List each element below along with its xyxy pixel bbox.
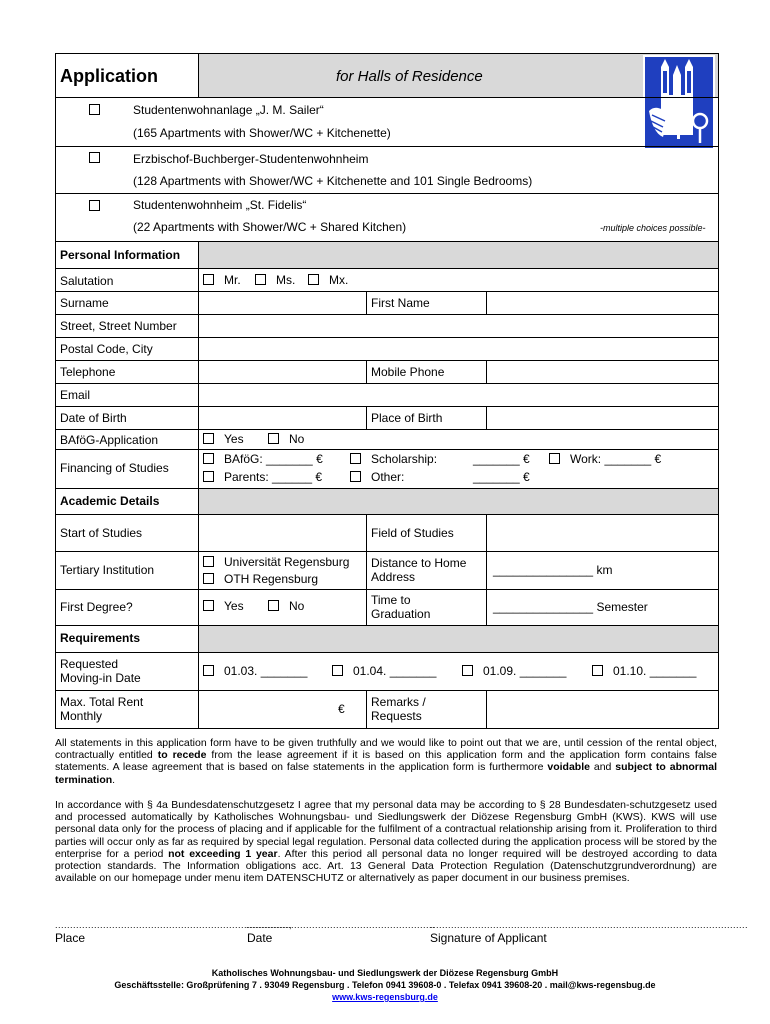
- salutation-mr-checkbox[interactable]: [203, 274, 214, 285]
- remarks-label-line2: Requests: [371, 709, 422, 723]
- postal-city-field[interactable]: [199, 338, 717, 360]
- requirements-heading: Requirements: [60, 631, 141, 645]
- institution-oth-checkbox[interactable]: [203, 573, 214, 584]
- residence-fidelis-checkbox[interactable]: [89, 200, 100, 211]
- financing-other-blank: _______ €: [473, 470, 530, 484]
- first-degree-no-checkbox[interactable]: [268, 600, 279, 611]
- financing-work-checkbox[interactable]: [549, 453, 560, 464]
- tertiary-institution-label: Tertiary Institution: [60, 563, 155, 577]
- salutation-label: Salutation: [60, 274, 114, 288]
- postal-city-label: Postal Code, City: [60, 342, 153, 356]
- form-subtitle: for Halls of Residence: [336, 68, 483, 85]
- first-name-field[interactable]: [487, 292, 717, 314]
- street-label: Street, Street Number: [60, 319, 177, 333]
- place-signature-line[interactable]: ..............................................................................,: [55, 920, 293, 930]
- mobile-phone-field[interactable]: [487, 361, 717, 383]
- financing-label: Financing of Studies: [60, 461, 169, 475]
- financing-other-checkbox[interactable]: [350, 471, 361, 482]
- place-of-birth-field[interactable]: [487, 407, 717, 429]
- moving-in-0109-checkbox[interactable]: [462, 665, 473, 676]
- financing-scholarship-checkbox[interactable]: [350, 453, 361, 464]
- bafog-no-checkbox[interactable]: [268, 433, 279, 444]
- residence-buchberger-name: Erzbischof-Buchberger-Studentenwohnheim: [133, 152, 369, 166]
- salutation-mx-label: Mx.: [329, 273, 349, 287]
- personal-heading-shade: [198, 241, 718, 268]
- max-rent-euro-sign: €: [338, 702, 345, 716]
- residence-fidelis-details: (22 Apartments with Shower/WC + Shared Kitchen): [133, 220, 407, 234]
- first-name-label: First Name: [371, 296, 430, 310]
- start-of-studies-label: Start of Studies: [60, 526, 143, 540]
- moving-in-0109-label: 01.09. _______: [483, 664, 567, 678]
- remarks-label-line1: Remarks /: [371, 695, 426, 709]
- signature-label: Signature of Applicant: [430, 931, 547, 945]
- bafog-yes-checkbox[interactable]: [203, 433, 214, 444]
- requirements-heading-shade: [198, 625, 718, 652]
- moving-in-0104-label: 01.04. _______: [353, 664, 437, 678]
- first-degree-label: First Degree?: [60, 600, 133, 614]
- salutation-ms-checkbox[interactable]: [255, 274, 266, 285]
- truthfulness-statement: All statements in this application form have to be given truthfully and we would like to point out that we are, until cession of the rental object, contractually entitled to recede from the lease agreement if it is based on this application form and the application form contains false statements. A lease agreement that is based on false statements in the application form is furthermore voidable and subject to abnormal termination.: [55, 737, 718, 786]
- first-degree-yes-checkbox[interactable]: [203, 600, 214, 611]
- bafog-application-label: BAföG-Application: [60, 433, 159, 447]
- email-label: Email: [60, 388, 91, 402]
- salutation-mr-label: Mr.: [224, 273, 241, 287]
- time-to-graduation-line1: Time to: [371, 593, 411, 607]
- financing-work-label: Work: _______ €: [570, 452, 662, 466]
- multiple-choices-note: -multiple choices possible-: [600, 223, 706, 233]
- website-link[interactable]: www.kws-regensburg.de: [332, 992, 438, 1002]
- institution-uni-label: Universität Regensburg: [224, 555, 350, 569]
- telephone-label: Telephone: [60, 365, 116, 379]
- max-rent-label-line2: Monthly: [60, 709, 103, 723]
- surname-label: Surname: [60, 296, 109, 310]
- first-degree-yes-label: Yes: [224, 599, 244, 613]
- form-title: Application: [60, 66, 158, 86]
- distance-label-line1: Distance to Home: [371, 556, 467, 570]
- financing-scholarship-blank: _______ €: [473, 452, 530, 466]
- time-to-graduation-line2: Graduation: [371, 607, 431, 621]
- financing-other-label: Other:: [371, 470, 405, 484]
- financing-parents-checkbox[interactable]: [203, 471, 214, 482]
- moving-in-0103-checkbox[interactable]: [203, 665, 214, 676]
- distance-label-line2: Address: [371, 570, 416, 584]
- residence-buchberger-checkbox[interactable]: [89, 152, 100, 163]
- surname-field[interactable]: [199, 292, 365, 314]
- academic-details-heading: Academic Details: [60, 494, 160, 508]
- moving-in-0103-label: 01.03. _______: [224, 664, 308, 678]
- financing-scholarship-label: Scholarship:: [371, 452, 438, 466]
- footer-website-link[interactable]: [0, 992, 770, 1003]
- footer-address: Geschäftsstelle: Großprüfening 7 . 93049 Regensburg . Telefon 0941 39608-0 . Telefax 0941 39608-20 . mail@kws-regensbug.de: [114, 980, 656, 990]
- date-of-birth-label: Date of Birth: [60, 411, 127, 425]
- moving-in-label-line1: Requested: [60, 657, 119, 671]
- bafog-no-label: No: [289, 432, 305, 446]
- remarks-field[interactable]: [487, 691, 717, 728]
- max-rent-label-line1: Max. Total Rent: [60, 695, 144, 709]
- residence-sailer-name: Studentenwohnanlage „J. M. Sailer“: [133, 103, 324, 117]
- salutation-mx-checkbox[interactable]: [308, 274, 319, 285]
- institution-oth-label: OTH Regensburg: [224, 572, 319, 586]
- data-protection-statement: In accordance with § 4a Bundesdatenschutzgesetz I agree that my personal data may be according to § 28 Bundesdaten-schutzgesetz used and processed automatically by Katholisches Wohnungsbau- und Siedlungswerk der Diözese Regensburg GmbH (KWS). KWS will use personal data only for the process of placing and if applicable for the fulfilment of a contractual relationship arising from it. Proliferation to third parties will occur only as far as required by special legal regulation. Personal data collected during the application process will be stored by the enterprise for a period not exceeding 1 year. After this period all personal data no longer required will be destroyed according to data protection standards. The Information obligations acc. Art. 13 General Data Protection Regulation (Datenschutzgrundverordnung) are available on our homepage under menu item DATENSCHUTZ or alternatively as paper document in our business premises.: [55, 799, 717, 885]
- salutation-ms-label: Ms.: [276, 273, 296, 287]
- residence-fidelis-name: Studentenwohnheim „St. Fidelis“: [133, 198, 307, 212]
- financing-bafog-label: BAföG: _______ €: [224, 452, 323, 466]
- diocese-logo-icon: [643, 55, 715, 150]
- residence-sailer-checkbox[interactable]: [89, 104, 100, 115]
- financing-bafog-checkbox[interactable]: [203, 453, 214, 464]
- date-signature-line[interactable]: ...............................................................: [246, 920, 436, 930]
- email-field[interactable]: [199, 384, 717, 406]
- distance-km-field[interactable]: _______________ km: [493, 563, 613, 577]
- place-label: Place: [55, 931, 86, 945]
- moving-in-0110-checkbox[interactable]: [592, 665, 603, 676]
- moving-in-label-line2: Moving-in Date: [60, 671, 141, 685]
- bafog-yes-label: Yes: [224, 432, 244, 446]
- place-of-birth-label: Place of Birth: [371, 411, 443, 425]
- street-field[interactable]: [199, 315, 717, 337]
- personal-information-heading: Personal Information: [60, 248, 181, 262]
- field-of-studies-field[interactable]: [487, 515, 717, 551]
- footer-organization: Katholisches Wohnungsbau- und Siedlungswerk der Diözese Regensburg GmbH: [211, 968, 559, 978]
- date-of-birth-field[interactable]: [199, 407, 365, 429]
- field-of-studies-label: Field of Studies: [371, 526, 454, 540]
- mobile-phone-label: Mobile Phone: [371, 365, 445, 379]
- moving-in-0104-checkbox[interactable]: [332, 665, 343, 676]
- residence-sailer-details: (165 Apartments with Shower/WC + Kitchenette): [133, 126, 391, 140]
- financing-parents-label: Parents: ______ €: [224, 470, 323, 484]
- residence-buchberger-details: (128 Apartments with Shower/WC + Kitchenette and 101 Single Bedrooms): [133, 174, 533, 188]
- institution-uni-checkbox[interactable]: [203, 556, 214, 567]
- first-degree-no-label: No: [289, 599, 305, 613]
- moving-in-0110-label: 01.10. _______: [613, 664, 697, 678]
- telephone-field[interactable]: [199, 361, 365, 383]
- date-label: Date: [247, 931, 273, 945]
- academic-heading-shade: [198, 488, 718, 514]
- start-of-studies-field[interactable]: [199, 515, 365, 551]
- applicant-signature-line[interactable]: ..........................................................................................................: [430, 920, 749, 930]
- semester-field[interactable]: _______________ Semester: [493, 600, 648, 614]
